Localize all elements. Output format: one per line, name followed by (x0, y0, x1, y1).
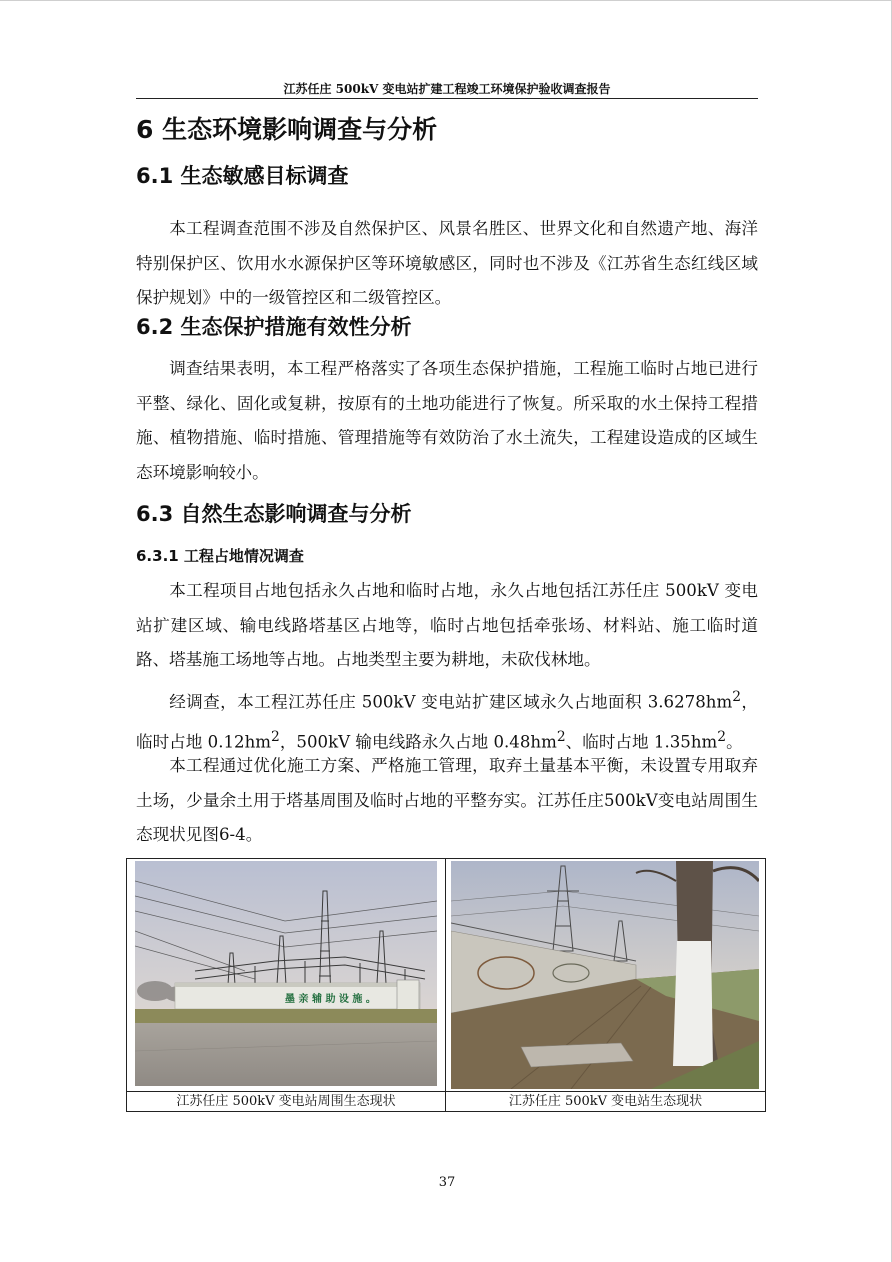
section-heading-6-1: 6.1 生态敏感目标调查 (136, 164, 349, 188)
superscript: 2 (271, 729, 280, 746)
subsection-heading-6-3-1: 6.3.1 工程占地情况调查 (136, 547, 304, 565)
land-area-text-1: 经调查，本工程江苏任庄 500kV 变电站扩建区域永久占地面积 3.6278hm (169, 692, 733, 712)
paragraph-land-use: 本工程项目占地包括永久占地和临时占地，永久占地包括江苏任庄 500kV 变电站扩建区域、输电线路塔基区占地等，临时占地包括牵张场、材料站、施工临时道路、塔基施工场地等占地。占地类型主要为耕地，未砍伐林地。 (136, 581, 758, 669)
land-area-text-2: ，临时占地 0.12hm (136, 692, 758, 752)
superscript: 2 (717, 729, 727, 746)
page-border-top (0, 0, 892, 1)
land-area-text-3: ，500kV 输电线路永久占地 0.48hm (279, 732, 557, 752)
photo-substation-surroundings (135, 861, 437, 1086)
figure-divider-horizontal (127, 1091, 765, 1092)
land-area-text-5: 。 (726, 732, 743, 752)
caption-right: 江苏任庄 500kV 变电站生态现状 (508, 1094, 703, 1109)
superscript: 2 (732, 689, 741, 705)
figure-divider-vertical (445, 859, 446, 1111)
paragraph-6-1: 本工程调查范围不涉及自然保护区、风景名胜区、世界文化和自然遗产地、海洋特别保护区、饮用水水源保护区等环境敏感区，同时也不涉及《江苏省生态红线区域保护规划》中的一级管控区和二级管控区。 (136, 219, 758, 307)
section-heading-6-3: 6.3 自然生态影响调查与分析 (136, 502, 412, 526)
chapter-title: 6 生态环境影响调查与分析 (136, 115, 438, 144)
wall-slogan: 墨 亲 辅 助 设 施 。 (285, 994, 376, 1005)
header-rule (136, 98, 758, 99)
section-heading-6-2: 6.2 生态保护措施有效性分析 (136, 315, 412, 339)
page-number: 37 (438, 1175, 456, 1190)
figure-table (126, 858, 766, 1112)
paragraph-6-2: 调查结果表明，本工程严格落实了各项生态保护措施，工程施工临时占地已进行平整、绿化、固化或复耕，按原有的土地功能进行了恢复。所采取的水土保持工程措施、植物措施、临时措施、管理措施等有效防治了水土流失，工程建设造成的区域生态环境影响较小。 (136, 359, 758, 482)
superscript: 2 (556, 729, 566, 746)
land-area-text-4: 、临时占地 1.35hm (565, 732, 718, 752)
running-header: 江苏任庄 500kV 变电站扩建工程竣工环境保护验收调查报告 (283, 82, 611, 96)
photo-substation-ecology (451, 861, 759, 1089)
caption-left: 江苏任庄 500kV 变电站周围生态现状 (176, 1094, 396, 1109)
paragraph-earthwork: 本工程通过优化施工方案、严格施工管理，取弃土量基本平衡，未设置专用取弃土场，少量余土用于塔基周围及临时占地的平整夯实。江苏任庄500kV变电站周围生态现状见图6-4。 (136, 756, 758, 844)
